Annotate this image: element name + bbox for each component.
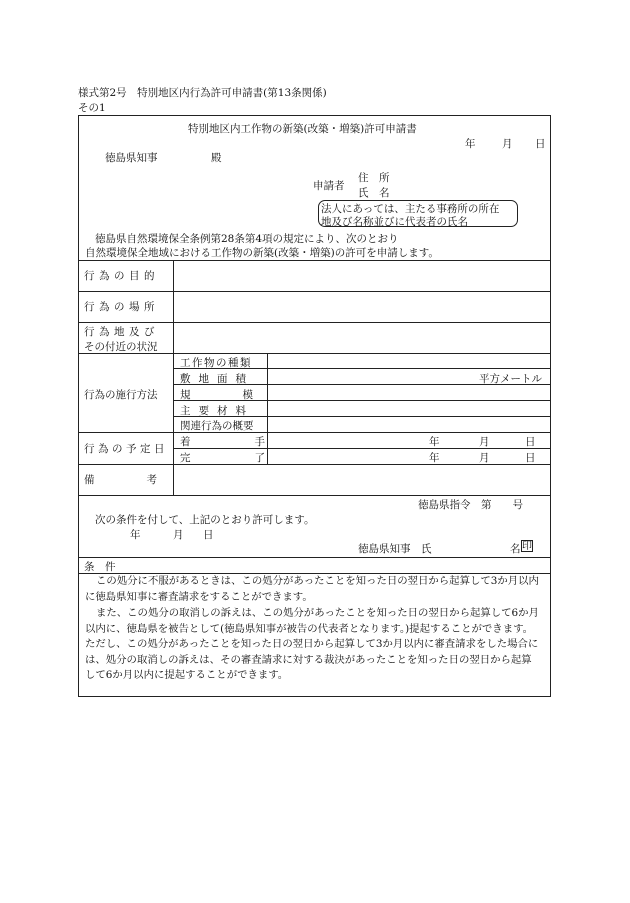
notice-paragraph-1: この処分に不服があるときは、この処分があったことを知った日の翌日から起算して3か月以内に徳島県知事に審査請求をすることができます。 <box>85 575 539 603</box>
form-number: 様式第2号 特別地区内行為許可申請書(第13条関係) <box>78 87 327 99</box>
method-label: 行為の施行方法 <box>84 389 158 401</box>
date-year: 年 <box>465 138 476 150</box>
purpose-label: 行為の目的 <box>84 270 159 282</box>
table-rule <box>78 495 551 496</box>
end-month: 月 <box>479 452 490 464</box>
name-label: 氏 名 <box>358 187 390 199</box>
conditions-label: 条 件 <box>84 561 116 573</box>
remarks-label: 備考 <box>84 474 209 486</box>
situation-label-1: 行為地及び <box>84 326 159 338</box>
form-title: 特別地区内工作物の新築(改築・増築)許可申請書 <box>188 123 417 135</box>
date-month: 月 <box>502 138 513 150</box>
address-label: 住 所 <box>358 172 390 184</box>
honorific: 殿 <box>211 152 222 164</box>
area-unit: 平方メートル <box>479 373 542 385</box>
permission-date-year: 年 <box>130 529 141 541</box>
method-row-site-area: 敷地面積 <box>180 373 254 385</box>
form-sub-number: その1 <box>78 102 106 114</box>
addressee: 徳島県知事 <box>105 152 158 164</box>
situation-label-2: その付近の状況 <box>84 341 158 353</box>
method-row-structure-type: 工作物の種類 <box>180 357 252 369</box>
table-rule <box>78 322 551 323</box>
place-label: 行為の場所 <box>84 301 159 313</box>
table-rule <box>78 432 551 433</box>
signer: 徳島県知事 氏 <box>358 543 432 555</box>
permission-date-day: 日 <box>203 529 214 541</box>
permission-statement: 次の条件を付して、上記のとおり許可します。 <box>95 514 315 526</box>
start-year: 年 <box>429 436 440 448</box>
table-rule <box>78 291 551 292</box>
method-row-related-acts: 関連行為の概要 <box>180 420 254 432</box>
start-day: 日 <box>525 436 536 448</box>
end-year: 年 <box>429 452 440 464</box>
table-column-rule <box>173 260 174 495</box>
application-body-line-2: 自然環境保全地域における工作物の新築(改築・増築)の許可を申請します。 <box>85 247 439 259</box>
permission-date-month: 月 <box>173 529 184 541</box>
applicant-label: 申請者 <box>313 180 345 192</box>
notice-paragraph-2: また、この処分の取消しの訴えは、この処分があったことを知った日の翌日から起算して6か月以内に、徳島県を被告として(徳島県知事が被告の代表者となります。)提起することができます。ただし、この処分があったことを知った日の翌日から起算して3か月以内に審査請求をした場合には、処分の取消しの訴えは、その審査請求に対する裁決があったことを知った日の翌日から起算して6か月以内に提起することができます。 <box>85 607 539 682</box>
corporation-note-line-2: 地及び名称並びに代表者の氏名 <box>321 216 468 228</box>
table-rule <box>78 260 551 261</box>
directive-number: 徳島県指令 第 号 <box>418 499 523 511</box>
seal-name: 名 <box>510 543 521 555</box>
method-row-scale: 規模 <box>180 389 305 401</box>
date-day: 日 <box>535 138 546 150</box>
start-label: 着手 <box>180 436 329 448</box>
application-body-line-1: 徳島県自然環境保全条例第28条第4項の規定により、次のとおり <box>95 233 399 245</box>
seal-stamp: 印 <box>522 541 532 552</box>
conditions-rule <box>78 557 551 558</box>
end-label: 完了 <box>180 452 329 464</box>
start-month: 月 <box>479 436 490 448</box>
corporation-note-line-1: 法人にあっては、主たる事務所の所在 <box>321 203 500 215</box>
schedule-label: 行為の予定日 <box>84 443 168 455</box>
method-row-materials: 主要材料 <box>180 405 254 417</box>
end-day: 日 <box>525 452 536 464</box>
